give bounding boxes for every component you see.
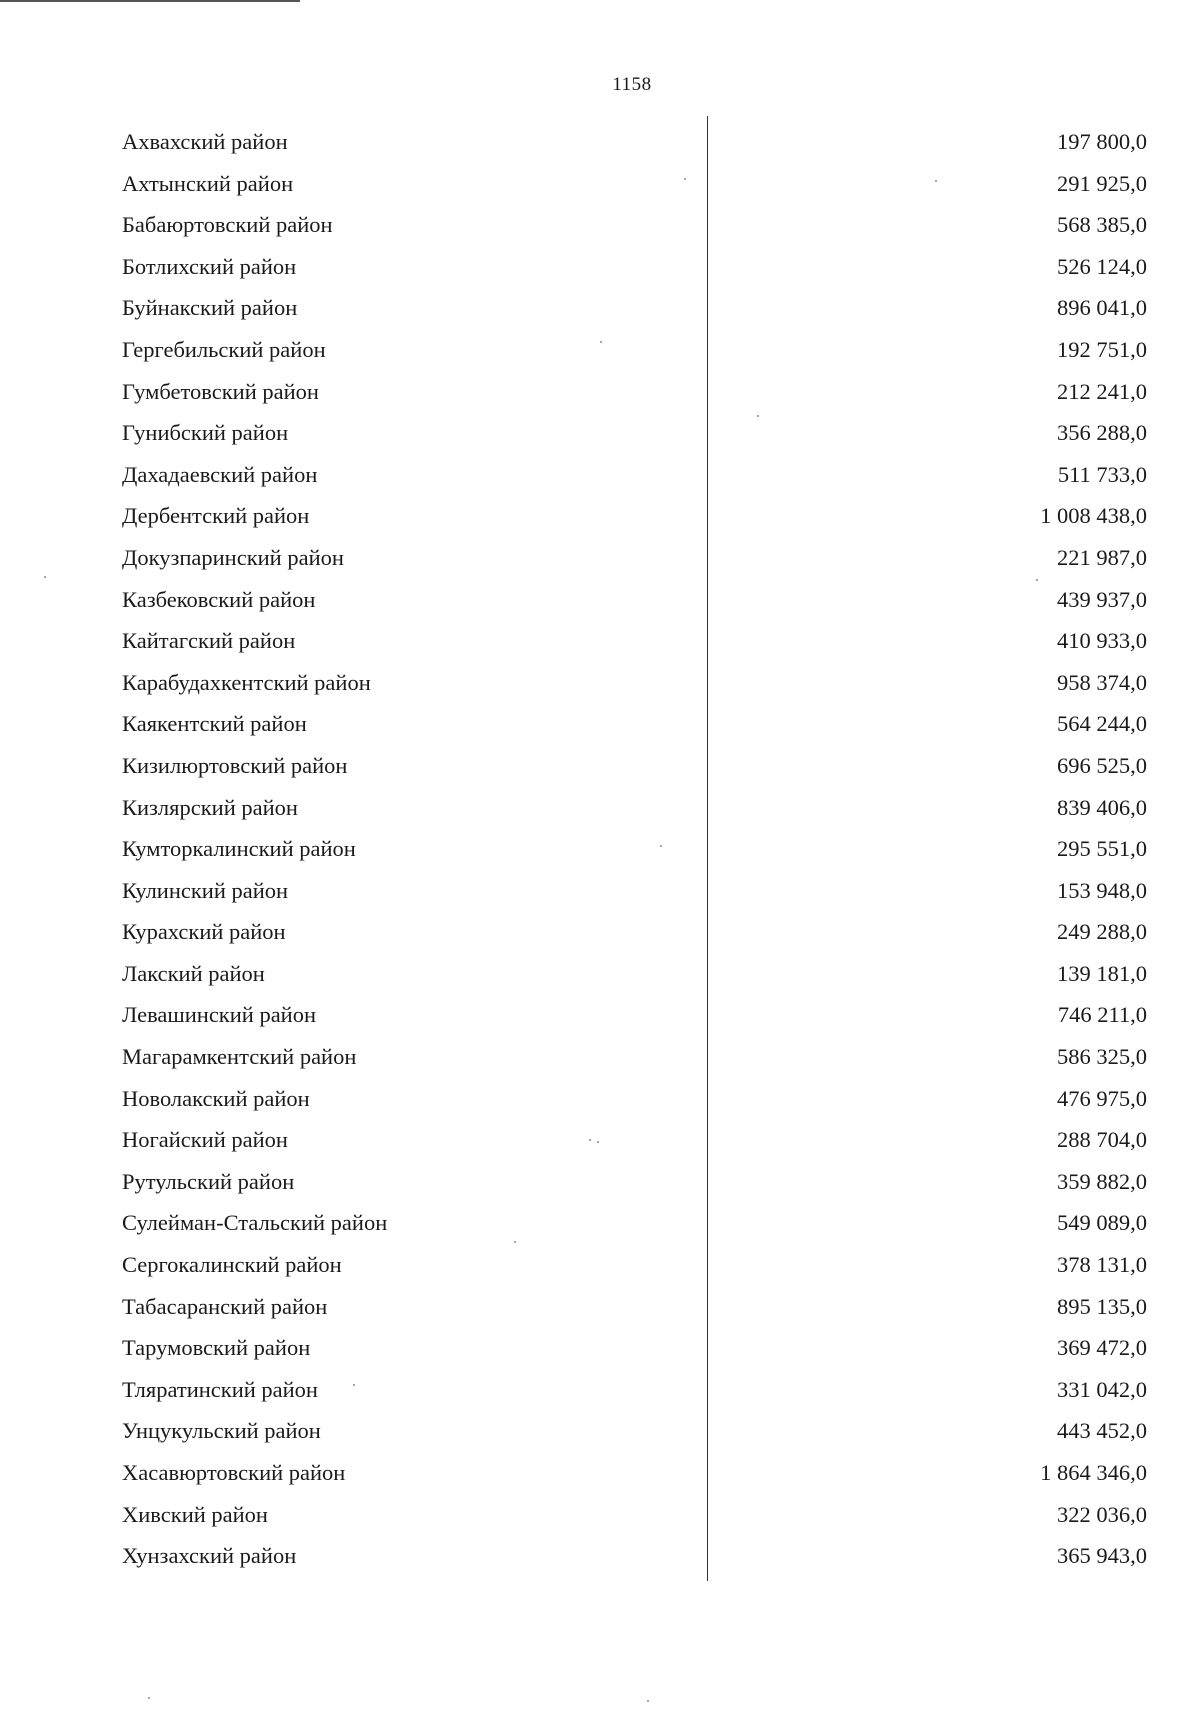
district-amount: 696 525,0 — [1057, 752, 1147, 778]
district-name: Кайтагский район — [122, 628, 296, 654]
table-row — [122, 371, 1147, 413]
table-row — [122, 579, 1147, 621]
table-row — [122, 1036, 1147, 1078]
scan-speck — [597, 1141, 599, 1143]
table-row — [122, 1078, 1147, 1120]
district-name: Рутульский район — [122, 1168, 295, 1194]
district-name: Гунибский район — [122, 420, 289, 446]
district-amount: 549 089,0 — [1057, 1210, 1147, 1236]
district-amount: 476 975,0 — [1057, 1085, 1147, 1111]
district-name: Сулейман-Стальский район — [122, 1210, 388, 1236]
table-row — [122, 537, 1147, 579]
district-amount: 746 211,0 — [1057, 1002, 1147, 1028]
district-name: Кумторкалинский район — [122, 836, 356, 862]
district-amount: 295 551,0 — [1057, 836, 1147, 862]
table-row — [122, 1494, 1147, 1536]
table-row — [122, 412, 1147, 454]
district-name: Кизилюртовский район — [122, 752, 348, 778]
district-amount: 331 042,0 — [1057, 1376, 1147, 1402]
scan-speck — [600, 341, 602, 343]
page-number: 1158 — [612, 74, 652, 95]
district-name: Ахвахский район — [122, 129, 288, 154]
district-name: Гергебильский район — [122, 336, 326, 362]
district-name: Ногайский район — [122, 1127, 288, 1153]
table-row — [122, 163, 1147, 205]
district-amount: 564 244,0 — [1057, 711, 1147, 737]
district-name: Левашинский район — [122, 1002, 317, 1028]
district-name: Унцукульский район — [122, 1418, 321, 1444]
table-row — [122, 1452, 1147, 1494]
table-row — [122, 994, 1147, 1036]
table-row — [122, 1119, 1147, 1161]
district-amount: 369 472,0 — [1057, 1335, 1147, 1361]
district-amount: 356 288,0 — [1057, 420, 1147, 446]
table-row — [122, 745, 1147, 787]
district-amount: 895 135,0 — [1057, 1293, 1147, 1319]
table-row — [122, 246, 1147, 288]
table-row — [122, 703, 1147, 745]
scan-speck — [757, 415, 759, 417]
district-amount: 365 943,0 — [1057, 1543, 1147, 1569]
district-amount: 249 288,0 — [1057, 919, 1147, 945]
district-name: Ахтынский район — [122, 170, 294, 196]
scan-speck — [647, 1700, 649, 1702]
district-name: Дербентский район — [122, 503, 310, 529]
table-row — [122, 787, 1147, 829]
table-row — [122, 454, 1147, 496]
district-name: Хунзахский район — [122, 1543, 297, 1569]
district-amount: 839 406,0 — [1057, 794, 1147, 820]
district-name: Хивский район — [122, 1501, 268, 1527]
table-row — [122, 870, 1147, 912]
district-amount: 586 325,0 — [1057, 1044, 1147, 1070]
district-name: Магарамкентский район — [122, 1044, 357, 1070]
scan-edge-line — [0, 0, 300, 2]
table-row — [122, 828, 1147, 870]
district-amount: 1 008 438,0 — [1040, 503, 1147, 529]
scan-speck — [1036, 579, 1038, 581]
district-name: Карабудахкентский район — [122, 669, 371, 695]
district-name: Казбековский район — [122, 586, 316, 612]
table-row — [122, 1244, 1147, 1286]
district-amount: 568 385,0 — [1057, 212, 1147, 238]
district-name: Курахский район — [122, 919, 286, 945]
district-name: Дахадаевский район — [122, 461, 318, 487]
district-name: Тарумовский район — [122, 1335, 311, 1361]
district-amount: 958 374,0 — [1057, 669, 1147, 695]
district-amount: 291 925,0 — [1057, 170, 1147, 196]
district-amount: 526 124,0 — [1057, 253, 1147, 279]
district-name: Хасавюртовский район — [122, 1460, 346, 1485]
district-amount: 322 036,0 — [1057, 1501, 1147, 1527]
district-name: Табасаранский район — [122, 1293, 328, 1319]
scan-speck — [660, 845, 662, 847]
district-name: Гумбетовский район — [122, 378, 319, 404]
district-amount: 410 933,0 — [1057, 628, 1147, 654]
district-amount: 378 131,0 — [1057, 1252, 1147, 1278]
table-row — [122, 329, 1147, 371]
scan-speck — [353, 1384, 355, 1386]
scan-speck — [44, 576, 46, 578]
district-amount: 1 864 346,0 — [1040, 1460, 1147, 1485]
district-name: Кизлярский район — [122, 794, 298, 820]
table-row — [122, 1369, 1147, 1411]
district-amount: 288 704,0 — [1057, 1127, 1147, 1153]
district-name: Каякентский район — [122, 711, 307, 737]
table-row — [122, 287, 1147, 329]
district-amount: 443 452,0 — [1057, 1418, 1147, 1444]
table-row — [122, 1327, 1147, 1369]
table-row — [122, 1161, 1147, 1203]
table-row — [122, 121, 1147, 163]
district-amount: 359 882,0 — [1057, 1168, 1147, 1194]
district-amount: 197 800,0 — [1057, 129, 1147, 154]
scan-speck — [589, 1139, 591, 1141]
district-amount: 153 948,0 — [1057, 877, 1147, 903]
table-row — [122, 662, 1147, 704]
district-amount: 439 937,0 — [1057, 586, 1147, 612]
table-row — [122, 911, 1147, 953]
district-name: Тляратинский район — [122, 1376, 318, 1402]
scan-speck — [148, 1697, 150, 1699]
district-name: Кулинский район — [122, 877, 289, 903]
table-row — [122, 204, 1147, 246]
table-row — [122, 1286, 1147, 1328]
district-name: Ботлихский район — [122, 253, 297, 279]
district-name: Буйнакский район — [122, 295, 298, 321]
district-amount: 221 987,0 — [1057, 544, 1147, 570]
district-amount: 139 181,0 — [1057, 960, 1147, 986]
table-row — [122, 1410, 1147, 1452]
table-row — [122, 495, 1147, 537]
district-name: Лакский район — [122, 960, 265, 986]
table-row — [122, 1535, 1147, 1577]
district-amount-table — [122, 121, 1147, 1577]
scan-speck — [684, 178, 686, 180]
district-name: Сергокалинский район — [122, 1252, 342, 1278]
table-row — [122, 620, 1147, 662]
district-amount: 896 041,0 — [1057, 295, 1147, 321]
scan-speck — [514, 1241, 516, 1243]
district-amount: 212 241,0 — [1057, 378, 1147, 404]
district-amount: 511 733,0 — [1057, 461, 1147, 487]
district-amount: 192 751,0 — [1057, 336, 1147, 362]
scan-speck — [935, 180, 937, 182]
table-row — [122, 953, 1147, 995]
district-name: Новолакский район — [122, 1085, 310, 1111]
district-name: Докузпаринский район — [122, 544, 344, 570]
district-name: Бабаюртовский район — [122, 212, 333, 238]
table-row — [122, 1202, 1147, 1244]
